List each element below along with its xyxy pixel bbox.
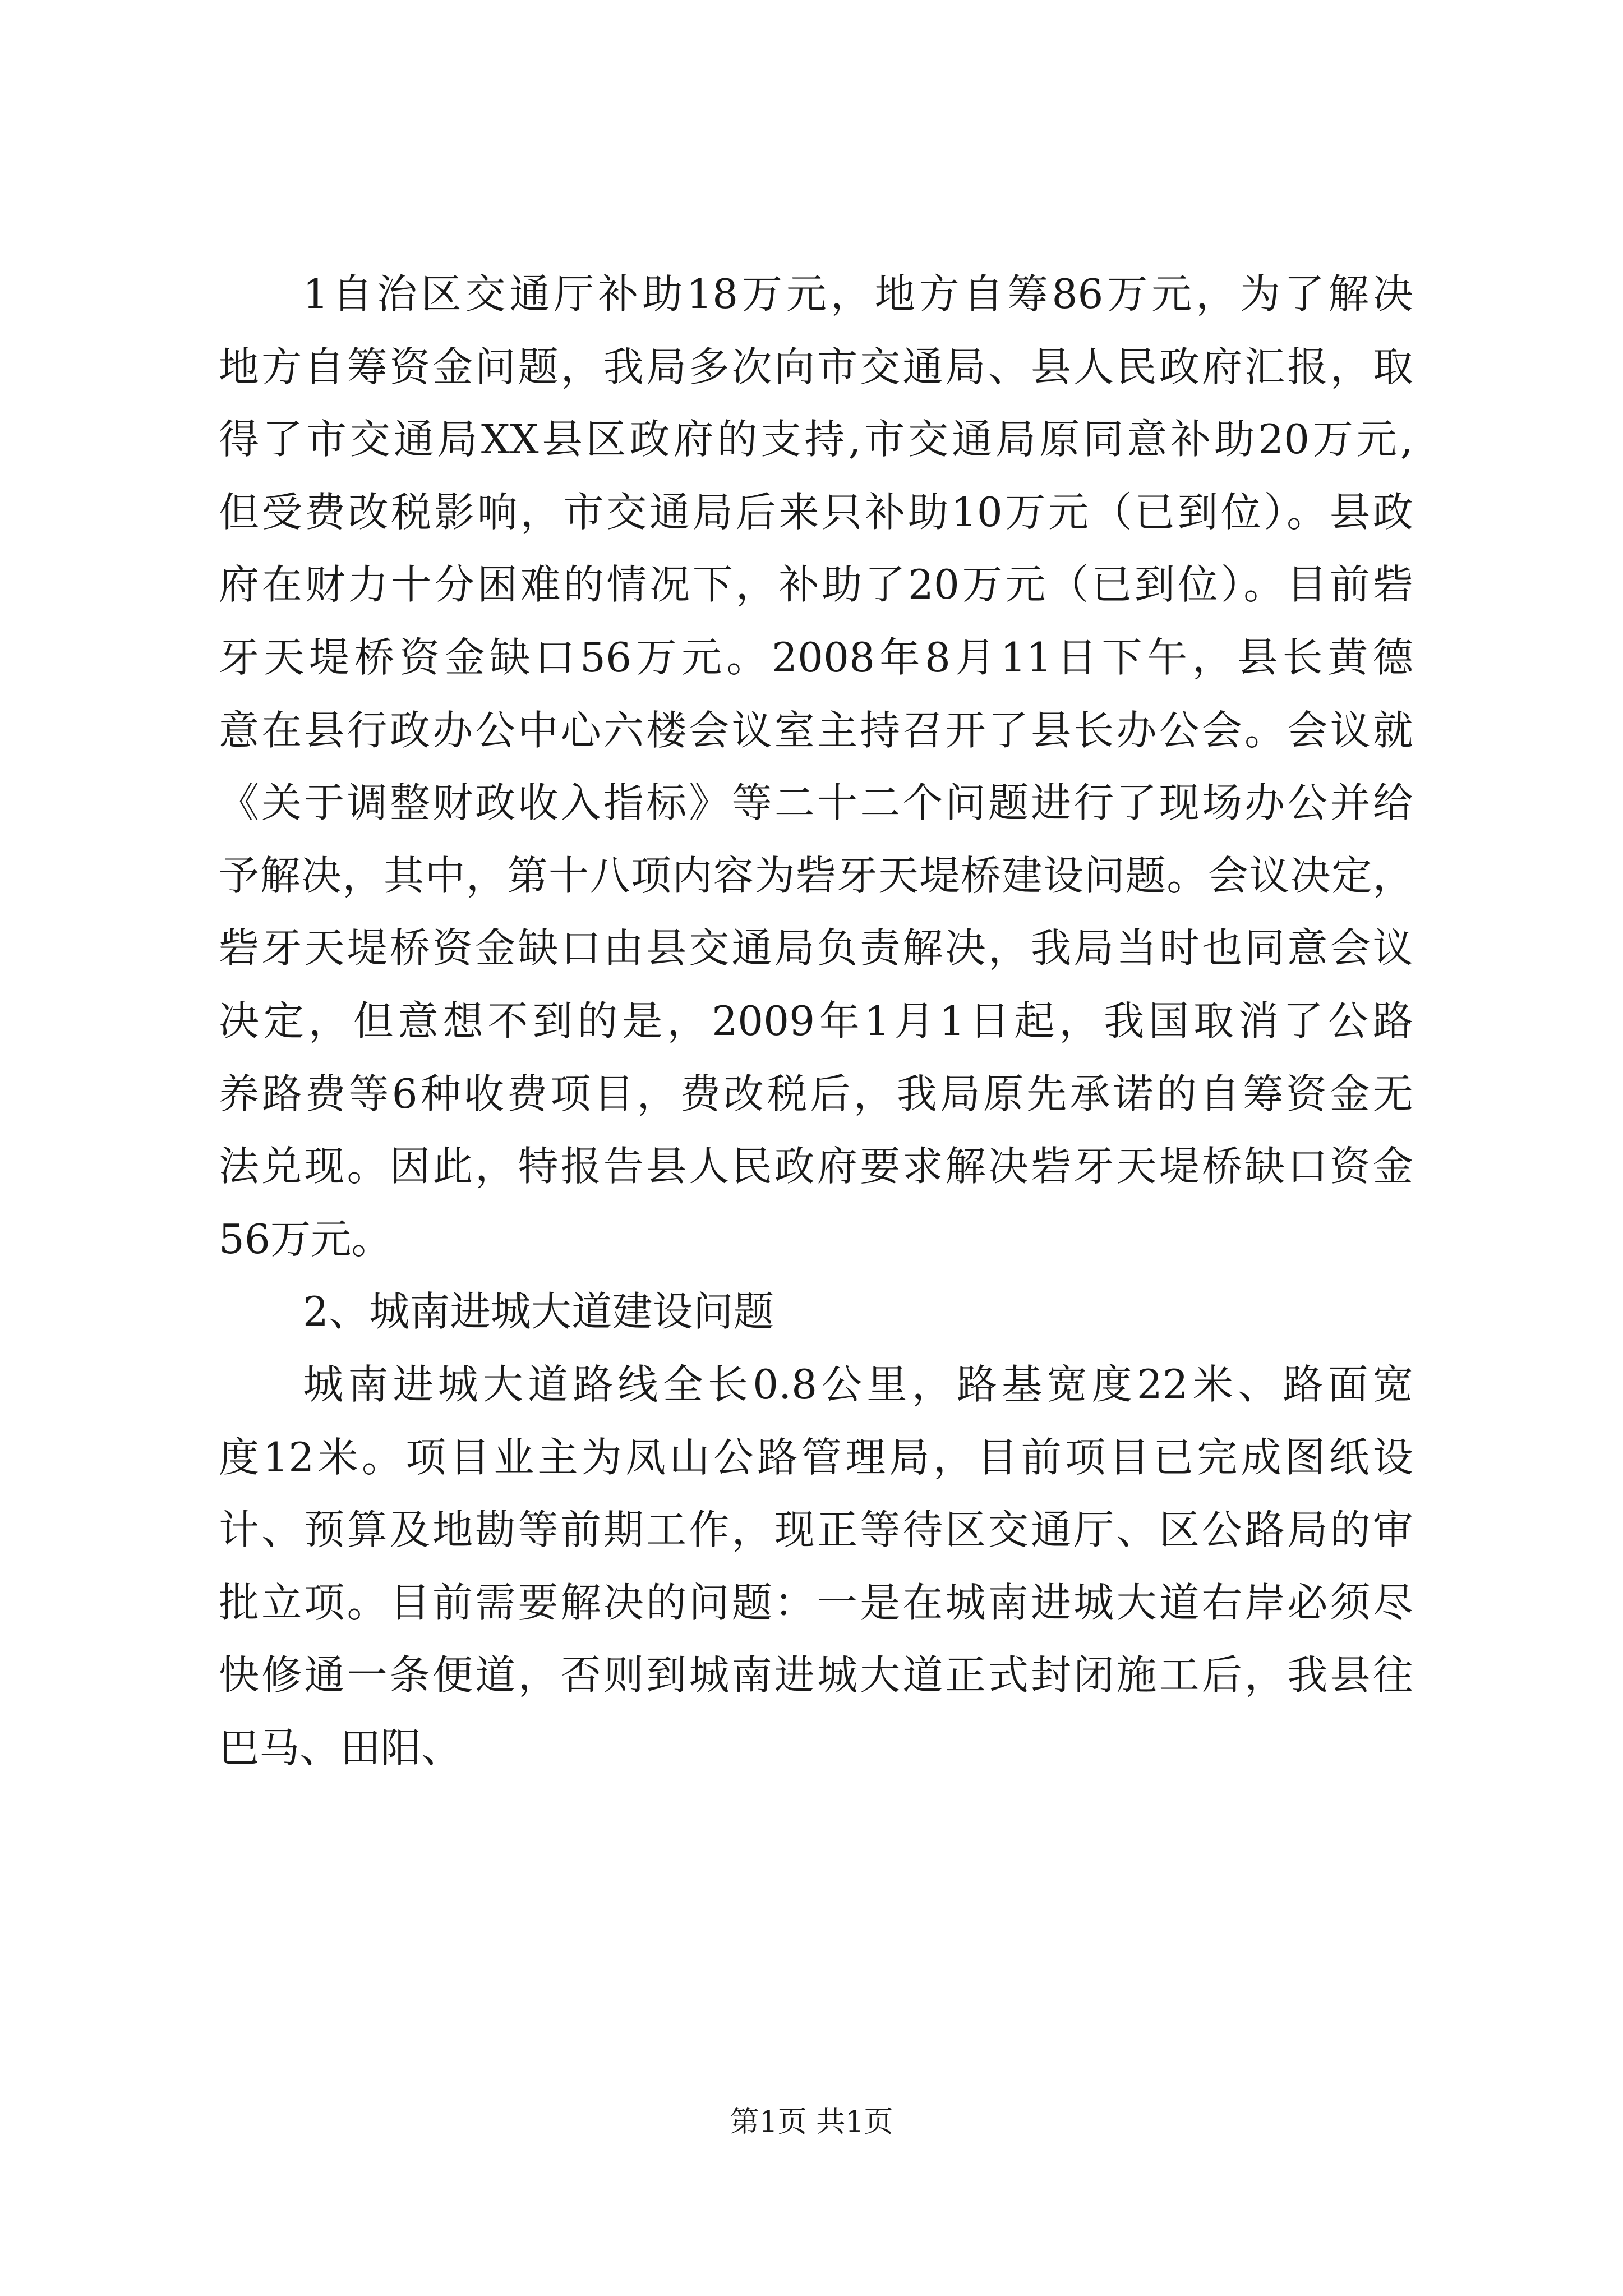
text-line: 法兑现。因此，特报告县人民政府要求解决砦牙天堤桥缺口资金 [219, 1143, 1413, 1190]
text-line: 计、预算及地勘等前期工作，现正等待区交通厅、区公路局的审 [219, 1506, 1413, 1554]
page-footer: 第1页 共1页 [730, 2105, 893, 2139]
text-line: 城南进城大道路线全长0.8公里，路基宽度22米、路面宽 [303, 1360, 1413, 1408]
text-line: 批立项。目前需要解决的问题：一是在城南进城大道右岸必须尽 [219, 1579, 1413, 1626]
text-line: 意在县行政办公中心六楼会议室主持召开了县长办公会。会议就 [219, 706, 1413, 754]
text-line: 决定，但意想不到的是，2009年1月1日起，我国取消了公路 [219, 997, 1413, 1045]
text-line: 砦牙天堤桥资金缺口由县交通局负责解决，我局当时也同意会议 [219, 924, 1413, 972]
text-line: 予解决，其中，第十八项内容为砦牙天堤桥建设问题。会议决定， [219, 852, 1413, 899]
text-line: 《关于调整财政收入指标》等二十二个问题进行了现场办公并给 [219, 779, 1413, 827]
document-body [219, 258, 1413, 1784]
text-line: 得了市交通局XX县区政府的支持,市交通局原同意补助20万元, [219, 416, 1413, 463]
text-line: 巴马、田阳、 [219, 1724, 462, 1772]
text-line: 地方自筹资金问题，我局多次向市交通局、县人民政府汇报，取 [219, 343, 1413, 390]
text-line: 但受费改税影响，市交通局后来只补助10万元（已到位）。县政 [219, 488, 1413, 536]
text-line: 府在财力十分困难的情况下，补助了20万元（已到位）。目前砦 [219, 561, 1413, 609]
text-line: 度12米。项目业主为凤山公路管理局，目前项目已完成图纸设 [219, 1433, 1413, 1481]
text-line: 快修通一条便道，否则到城南进城大道正式封闭施工后，我县往 [219, 1651, 1413, 1699]
text-line: 牙天堤桥资金缺口56万元。2008年8月11日下午，县长黄德 [219, 633, 1413, 681]
section-heading: 2、城南进城大道建设问题 [303, 1288, 774, 1336]
text-line: 1自治区交通厅补助18万元，地方自筹86万元，为了解决 [303, 270, 1413, 318]
text-line: 56万元。 [219, 1215, 392, 1263]
text-line: 养路费等6种收费项目，费改税后，我局原先承诺的自筹资金无 [219, 1070, 1413, 1117]
